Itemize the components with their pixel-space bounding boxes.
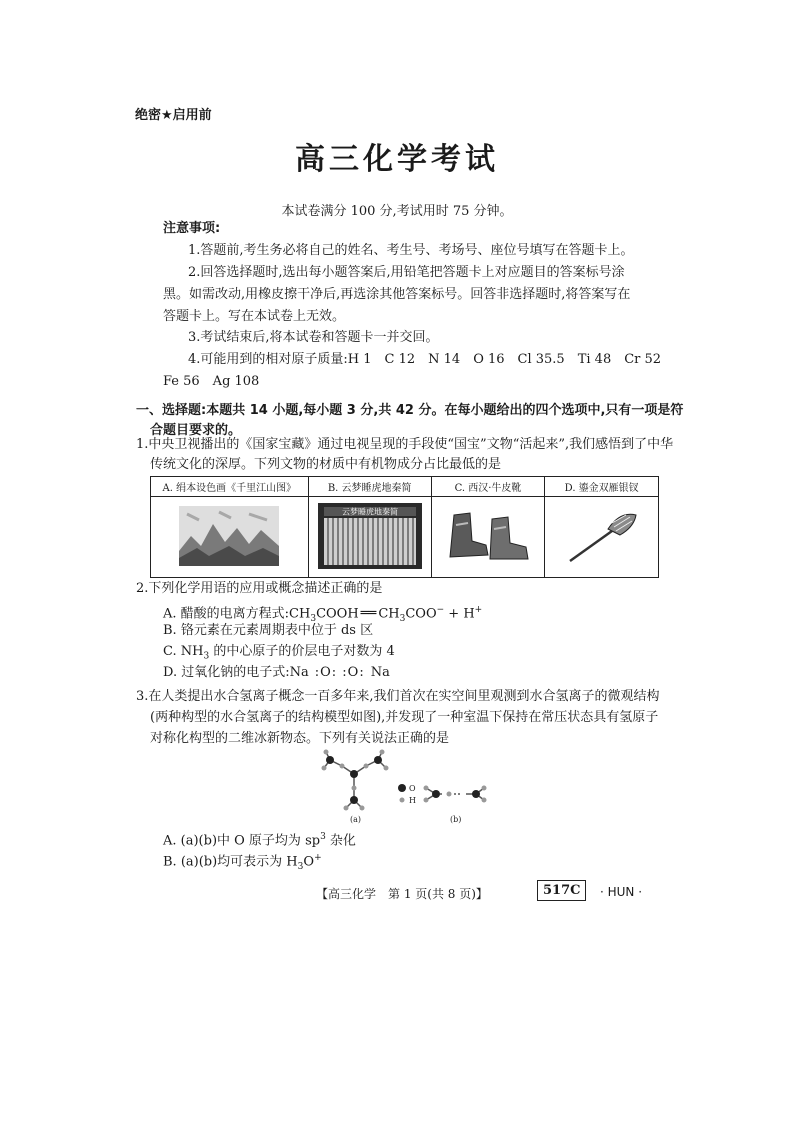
exam-code: 517C — [537, 880, 586, 901]
note-item: 2.回答选择题时,选出每小题答案后,用铅笔把答题卡上对应题目的答案标号涂 — [188, 265, 625, 280]
hydronium-structure-diagram — [320, 748, 500, 826]
bamboo-caption: 云梦睡虎地秦简 — [341, 507, 398, 516]
question-2-option-c: C. $NH_3$ 的中心原子的价层电子对数为 4 — [163, 644, 395, 662]
silver-hairpin-image — [545, 497, 659, 578]
option-b-label: B. 云梦睡虎地秦简 — [308, 477, 431, 497]
note-item: 答题卡上。写在本试卷上无效。 — [163, 309, 346, 324]
region-code: · HUN · — [600, 885, 643, 899]
artifact-table — [150, 476, 659, 578]
question-3-stem-cont2: 对称化构型的二维冰新物态。下列有关说法正确的是 — [150, 731, 450, 746]
question-3-stem-cont: (两种构型的水合氢离子的结构模型如图),并发现了一种室温下保持在常压状态具有氢原子 — [150, 710, 659, 725]
bamboo-slips-image — [308, 497, 431, 578]
section-heading-cont: 合题目要求的。 — [150, 423, 242, 438]
diagram-label-b: (b) — [450, 815, 462, 824]
notes-heading: 注意事项: — [163, 221, 221, 236]
legend-oxygen: O — [409, 784, 416, 793]
page-footer: 【高三化学 第 1 页(共 8 页)】 — [316, 887, 488, 901]
exam-subtitle: 本试卷满分 100 分,考试用时 75 分钟。 — [281, 204, 513, 219]
option-a-label: A. 绢本设色画《千里江山图》 — [151, 477, 309, 497]
note-item: 黑。如需改动,用橡皮擦干净后,再选涂其他答案标号。回答非选择题时,将答案写在 — [163, 287, 631, 302]
note-item: 1.答题前,考生务必将自己的姓名、考生号、考场号、座位号填写在答题卡上。 — [188, 243, 634, 258]
question-2-stem: 2.下列化学用语的应用或概念描述正确的是 — [136, 581, 383, 596]
question-3-option-a: A. (a)(b)中 O 原子均为 $sp^3$ 杂化 — [163, 832, 356, 849]
note-item: 4.可能用到的相对原子质量:H 1 C 12 N 14 O 16 Cl 35.5 Ti 48 Cr 52 — [188, 352, 662, 367]
note-item: 3.考试结束后,将本试卷和答题卡一并交回。 — [188, 330, 439, 345]
question-3-option-b: B. (a)(b)均可表示为 $H_3O^+$ — [163, 853, 322, 872]
question-2-option-b: B. 铬元素在元素周期表中位于 ds 区 — [163, 623, 374, 638]
question-3-stem: 3.在人类提出水合氢离子概念一百多年来,我们首次在实空间里观测到水合氢离子的微观结构 — [136, 689, 660, 704]
section-heading: 一、选择题:本题共 14 小题,每小题 3 分,共 42 分。在每小题给出的四个选项中,只有一项是符 — [136, 403, 684, 418]
note-item: Fe 56 Ag 108 — [163, 374, 260, 389]
question-2-option-d: D. 过氧化钠的电子式:Na :O: :O: Na — [163, 665, 390, 680]
question-2-option-a: A. 醋酸的电离方程式$:CH_3COOH$ ══ $CH_3COO^- + H^+$ — [163, 605, 483, 624]
leather-boots-image — [431, 497, 545, 578]
option-d-label: D. 鎏金双雁银钗 — [545, 477, 659, 497]
secret-mark: 绝密★启用前 — [135, 108, 212, 123]
question-1-stem: 1.中央卫视播出的《国家宝藏》通过电视呈现的手段使“国宝”文物“活起来”,我们感悟到了中华 — [136, 437, 674, 452]
diagram-label-a: (a) — [350, 815, 362, 824]
legend-hydrogen: H — [409, 796, 416, 805]
exam-title: 高三化学考试 — [295, 142, 499, 177]
question-1-stem-cont: 传统文化的深厚。下列文物的材质中有机物成分占比最低的是 — [150, 457, 502, 472]
option-c-label: C. 西汉·牛皮靴 — [431, 477, 545, 497]
painting-image — [151, 497, 309, 578]
